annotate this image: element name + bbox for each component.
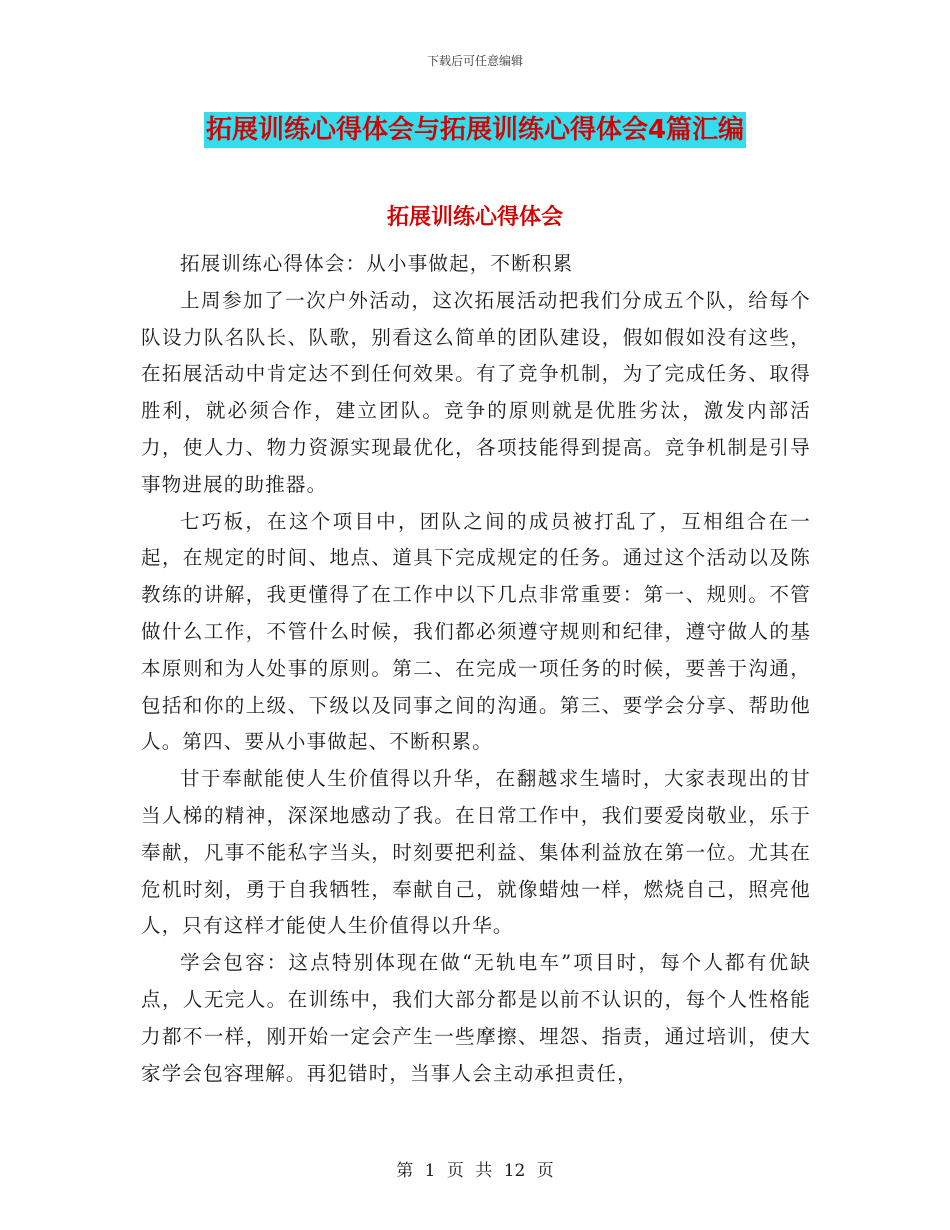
paragraph: 上周参加了一次户外活动，这次拓展活动把我们分成五个队，给每个队设力队名队长、队歌，别看这么简单的团队建设，假如假如没有这些，在拓展活动中肯定达不到任何效果。有了竞争机制，为了完成任务、取得胜利，就必须合作，建立团队。竞争的原则就是优胜劣汰，激发内部活力，使人力、物力资源实现最优化，各项技能得到提高。竞争机制是引导事物进展的助推器。 bbox=[141, 288, 811, 496]
paragraph: 甘于奉献能使人生价值得以升华，在翻越求生墙时，大家表现出的甘当人梯的精神，深深地感动了我。在日常工作中，我们要爱岗敬业，乐于奉献，凡事不能私字当头，时刻要把利益、集体利益放在第一位。尤其在危机时刻，勇于自我牺牲，奉献自己，就像蜡烛一样，燃烧自己，照亮他人，只有这样才能使人生价值得以升华。 bbox=[141, 767, 811, 938]
document-title-text: 拓展训练心得体会与拓展训练心得体会4篇汇编 bbox=[204, 112, 746, 148]
paragraph: 学会包容：这点特别体现在做“无轨电车”项目时，每个人都有优缺点，人无完人。在训练中，我们大部分都是以前不认识的，每个人性格能力都不一样，刚开始一定会产生一些摩擦、埋怨、指责，通过培训，使大家学会包容理解。再犯错时，当事人会主动承担责任， bbox=[141, 951, 811, 1085]
section-title: 拓展训练心得体会 bbox=[386, 205, 563, 230]
header-note: 下载后可任意编辑 bbox=[426, 54, 523, 68]
page-number-footer: 第 1 页 共 12 页 bbox=[396, 1161, 554, 1181]
document-title bbox=[0, 112, 950, 148]
body-text bbox=[141, 246, 811, 1092]
paragraph: 七巧板，在这个项目中，团队之间的成员被打乱了，互相组合在一起，在规定的时间、地点、道具下完成规定的任务。通过这个活动以及陈教练的讲解，我更懂得了在工作中以下几点非常重要：第一、规则。不管做什么工作，不管什么时候，我们都必须遵守规则和纪律，遵守做人的基本原则和为人处事的原则。第二、在完成一项任务的时候，要善于沟通，包括和你的上级、下级以及同事之间的沟通。第三、要学会分享、帮助他人。第四、要从小事做起、不断积累。 bbox=[141, 509, 811, 754]
paragraph-subtitle: 拓展训练心得体会：从小事做起，不断积累 bbox=[180, 252, 574, 275]
